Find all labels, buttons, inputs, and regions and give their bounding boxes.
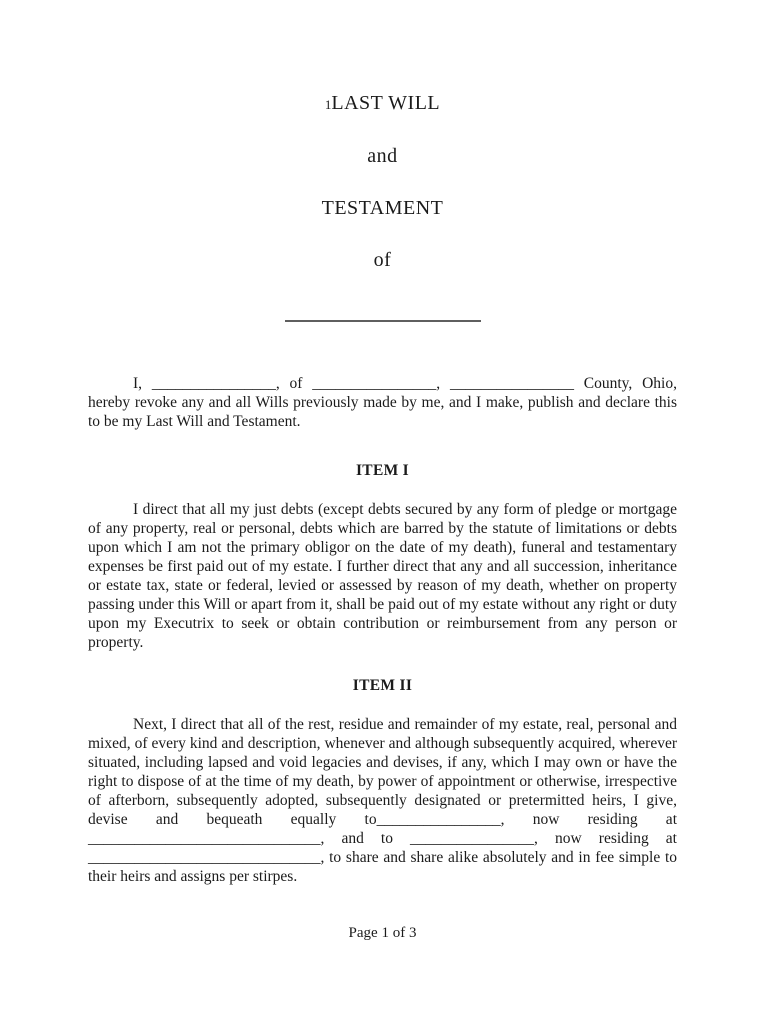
- item-1-heading: ITEM I: [355, 462, 410, 479]
- title-last-will-text: LAST WILL: [331, 92, 441, 114]
- opening-paragraph: I, ________________, of ________________, ________________ County, Ohio, hereby revoke any and all Wills previously made by me, and I make, publish and declare this to be my Last Will and Testament.: [88, 375, 677, 430]
- title-line-testament: TESTAMENT: [321, 197, 444, 219]
- item-2-heading: ITEM II: [352, 677, 413, 694]
- title-line-of: of: [373, 249, 392, 271]
- testator-name-blank-line: [285, 320, 481, 322]
- footnote-marker: 1: [324, 97, 332, 112]
- title-line-last-will: [88, 92, 677, 116]
- item-1-paragraph: I direct that all my just debts (except debts secured by any form of pledge or mortgage of any property, real or personal, debts which are barred by the statute of limitations or debts upon which I am not the primary obligor on the date of my death), funeral and testamentary expenses be first paid out of my estate. I further direct that any and all succession, inheritance or estate tax, state or federal, levied or assessed by reason of my death, whether on property passing under this Will or apart from it, shall be paid out of my estate without any right or duty upon my Executrix to seek or obtain contribution or reimbursement from any person or property.: [88, 501, 677, 651]
- page-number: Page 1 of 3: [348, 925, 417, 941]
- document-title-block: [88, 92, 677, 322]
- item-2-paragraph: Next, I direct that all of the rest, residue and remainder of my estate, real, personal and mixed, of every kind and description, whenever and although subsequently acquired, wherever situated, including lapsed and void legacies and devises, if any, which I may own or have the right to dispose of at the time of my death, by power of appointment or otherwise, irrespective of afterborn, subsequently adopted, subsequently designated or pretermitted heirs, I give, devise and bequeath equally to________________, now residing at ______________________________, and to ________________, now residing at ______________________________, to share and share alike absolutely and in fee simple to their heirs and assigns per stirpes.: [88, 716, 677, 885]
- title-line-and: and: [367, 145, 398, 167]
